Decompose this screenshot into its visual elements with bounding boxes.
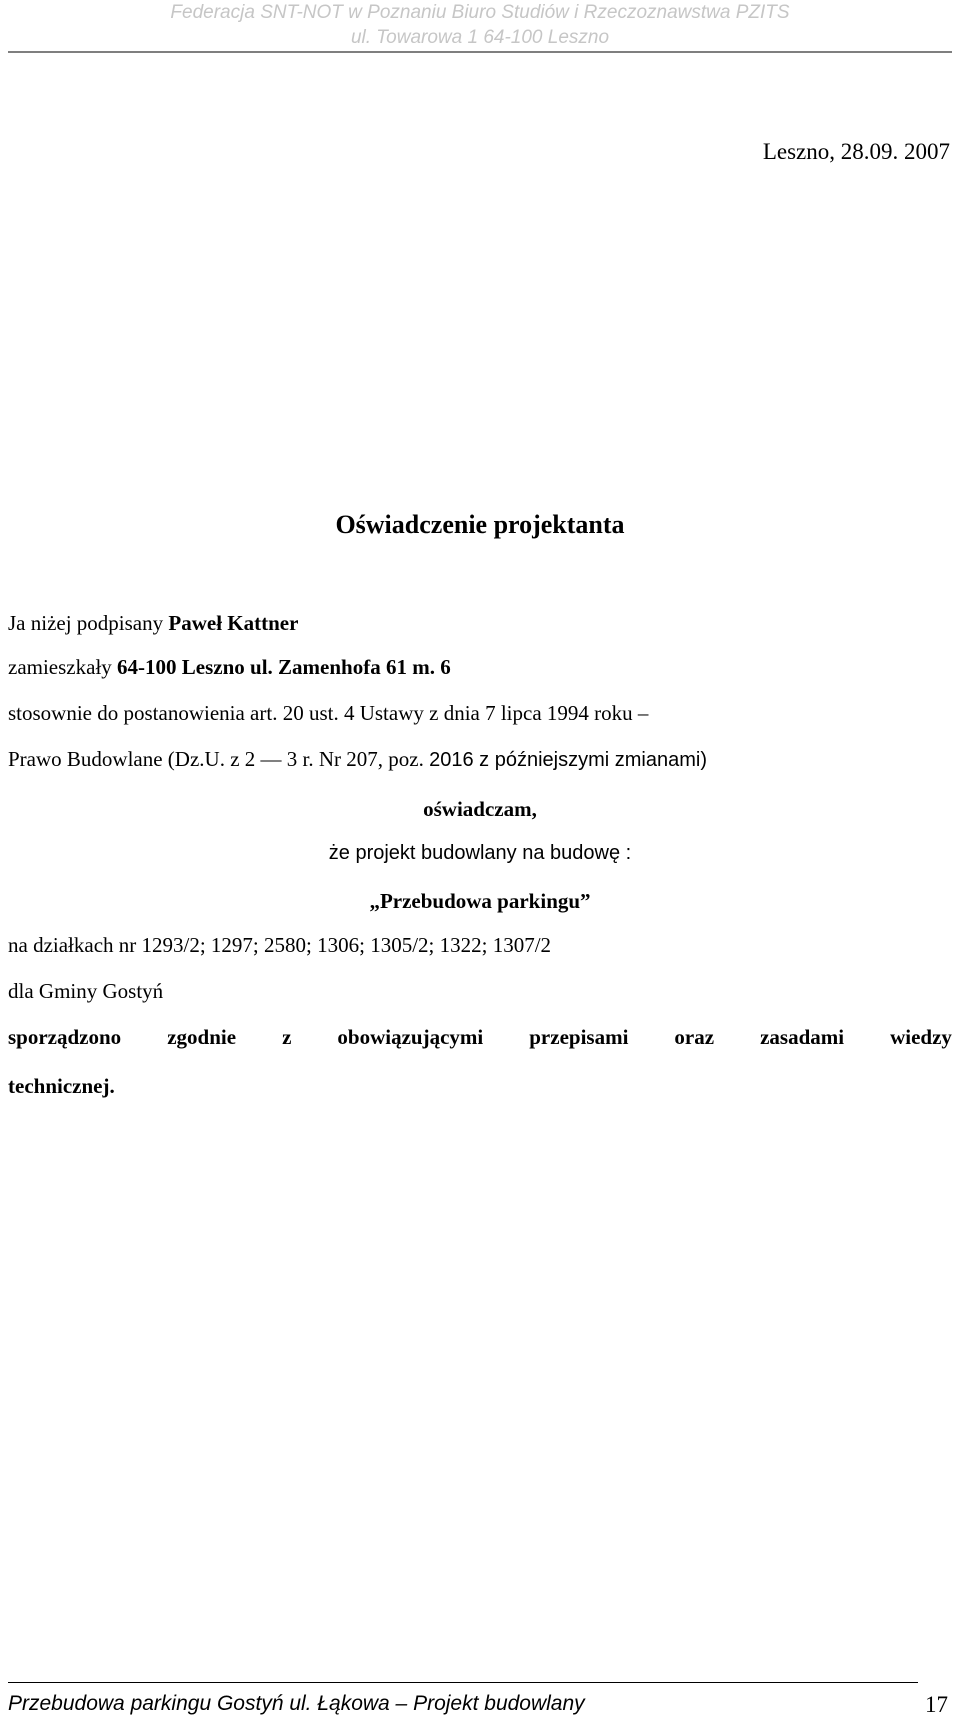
- document-date: Leszno, 28.09. 2007: [762, 139, 950, 164]
- conclusion-word: zgodnie: [167, 1025, 237, 1049]
- page-number: 17: [925, 1692, 948, 1717]
- header-organization: Federacja SNT-NOT w Poznaniu Biuro Studiów i Rzeczoznawstwa PZITS: [170, 2, 790, 23]
- document-header: [0, 0, 960, 50]
- municipality-line: dla Gminy Gostyń: [8, 979, 164, 1003]
- legal-reference-line: [8, 747, 707, 772]
- conclusion-word: wiedzy: [890, 1025, 952, 1049]
- legal-reference-part1: Prawo Budowlane (Dz.U. z 2 — 3 r. Nr 207, poz.: [8, 747, 430, 771]
- conclusion-word: zasadami: [760, 1025, 845, 1049]
- conclusion-word: z: [282, 1025, 292, 1049]
- residence-address: 64-100 Leszno ul. Zamenhofa 61 m. 6: [117, 655, 451, 679]
- conclusion-word: sporządzono: [8, 1025, 122, 1049]
- signatory-name: Paweł Kattner: [168, 611, 299, 635]
- plots-line: na działkach nr 1293/2; 1297; 2580; 1306; 1305/2; 1322; 1307/2: [8, 933, 552, 957]
- header-address: ul. Towarowa 1 64-100 Leszno: [350, 27, 610, 48]
- signatory-line: [8, 611, 298, 636]
- document-title: Oświadczenie projektanta: [335, 510, 625, 539]
- legal-reference-part2: 2016 z późniejszymi zmianami): [429, 749, 707, 771]
- header-divider: [8, 51, 952, 53]
- project-name: „Przebudowa parkingu”: [369, 889, 591, 913]
- conclusion-line: [8, 1025, 952, 1050]
- project-intro-line: że projekt budowlany na budowę :: [328, 842, 632, 864]
- conclusion-end: technicznej.: [8, 1074, 115, 1098]
- conclusion-word: przepisami: [529, 1025, 629, 1049]
- footer-project-title: Przebudowa parkingu Gostyń ul. Łąkowa – Projekt budowlany: [8, 1692, 585, 1715]
- footer-divider: [8, 1682, 918, 1683]
- conclusion-word: obowiązującymi: [337, 1025, 484, 1049]
- residence-prefix: zamieszkały: [8, 655, 118, 679]
- declaration-word: oświadczam,: [423, 797, 537, 821]
- conclusion-word: oraz: [674, 1025, 715, 1049]
- residence-line: [8, 655, 451, 680]
- signatory-prefix: Ja niżej podpisany: [8, 611, 169, 635]
- legal-basis-line: stosownie do postanowienia art. 20 ust. 4 Ustawy z dnia 7 lipca 1994 roku –: [8, 701, 649, 725]
